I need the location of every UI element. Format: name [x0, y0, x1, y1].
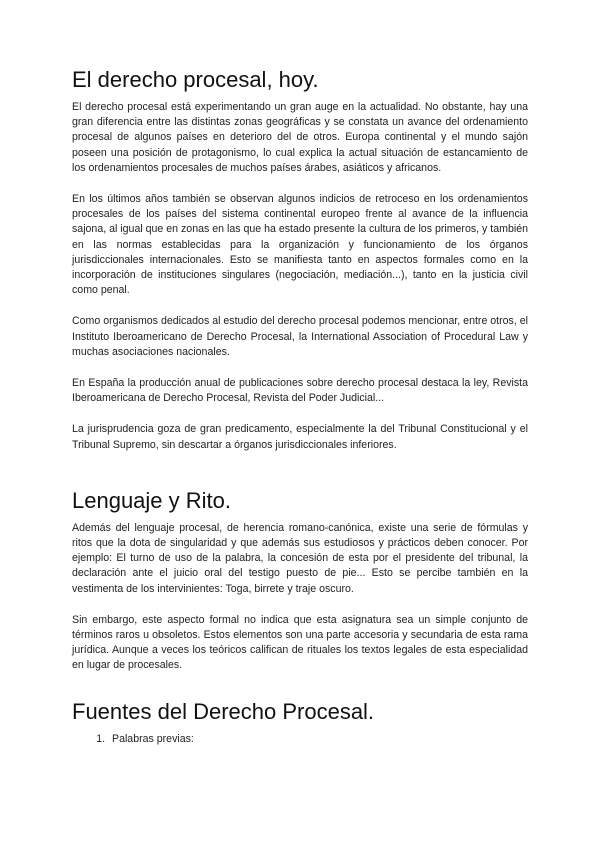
paragraph: La jurisprudencia goza de gran predicamento, especialmente la del Tribunal Constitucional y el Tribunal Supremo, sin descartar a órganos jurisdiccionales inferiores.: [72, 423, 528, 451]
paragraph: El derecho procesal está experimentando un gran auge en la actualidad. No obstante, hay una gran diferencia entre las distintas zonas geográficas y se constata un avance del ordenamiento procesal de algunos países en deterioro del de otros. Europa continental y el mundo sajón poseen una posición de protagonismo, lo cual explica la actual situación de estancamiento de los ordenamientos procesales de muchos países árabes, asiáticos y africanos.: [72, 101, 528, 174]
list-item: 1. Palabras previas:: [108, 732, 528, 747]
numbered-list: [72, 732, 528, 747]
paragraph: Sin embargo, este aspecto formal no indica que esta asignatura sea un simple conjunto de términos raros u obsoletos. Estos elementos son una parte accesoria y secundaria de esta rama jurídica. Aunque a veces los teóricos califican de rituales los textos legales de esta especialidad en lugar de procesales.: [72, 613, 528, 672]
heading-fuentes-derecho-procesal: Fuentes del Derecho Procesal.: [72, 698, 375, 724]
paragraph: Además del lenguaje procesal, de herencia romano-canónica, existe una serie de fórmulas y ritos que la dota de singularidad y que además sus estudiosos y prácticos deben conocer. Por ejemplo: El turno de uso de la palabra, la concesión de esta por el presidente del tribunal, la declaración ante el juicio oral del testigo puesto de pie... Esto se percibe también en la vestimenta de los intervinientes: Toga, birrete y traje oscuro.: [72, 521, 528, 595]
heading-derecho-procesal-hoy: El derecho procesal, hoy.: [72, 67, 319, 92]
heading-lenguaje-y-rito: Lenguaje y Rito.: [72, 487, 231, 513]
document-body: [72, 66, 528, 747]
paragraph: En los últimos años también se observan algunos indicios de retroceso en los ordenamientos procesales de los países del sistema continental europeo frente al avance de la influencia sajona, al igual que en zonas en las que ha estado presente la cultura de los primeros, y también en las normas establecidas para la organización y funcionamiento de los órganos jurisdiccionales internacionales. Esto se manifiesta tanto en aspectos formales como en la incorporación de instituciones singulares (negociación, mediación...), tanto en la justicia civil como penal.: [72, 193, 528, 297]
paragraph: Como organismos dedicados al estudio del derecho procesal podemos mencionar, entre otros, el Instituto Iberoamericano de Derecho Procesal, la International Association of Procedural Law y muchas asociaciones nacionales.: [72, 315, 528, 358]
paragraph: En España la producción anual de publicaciones sobre derecho procesal destaca la ley, Revista Iberoamericana de Derecho Procesal, Revista del Poder Judicial...: [72, 377, 528, 405]
